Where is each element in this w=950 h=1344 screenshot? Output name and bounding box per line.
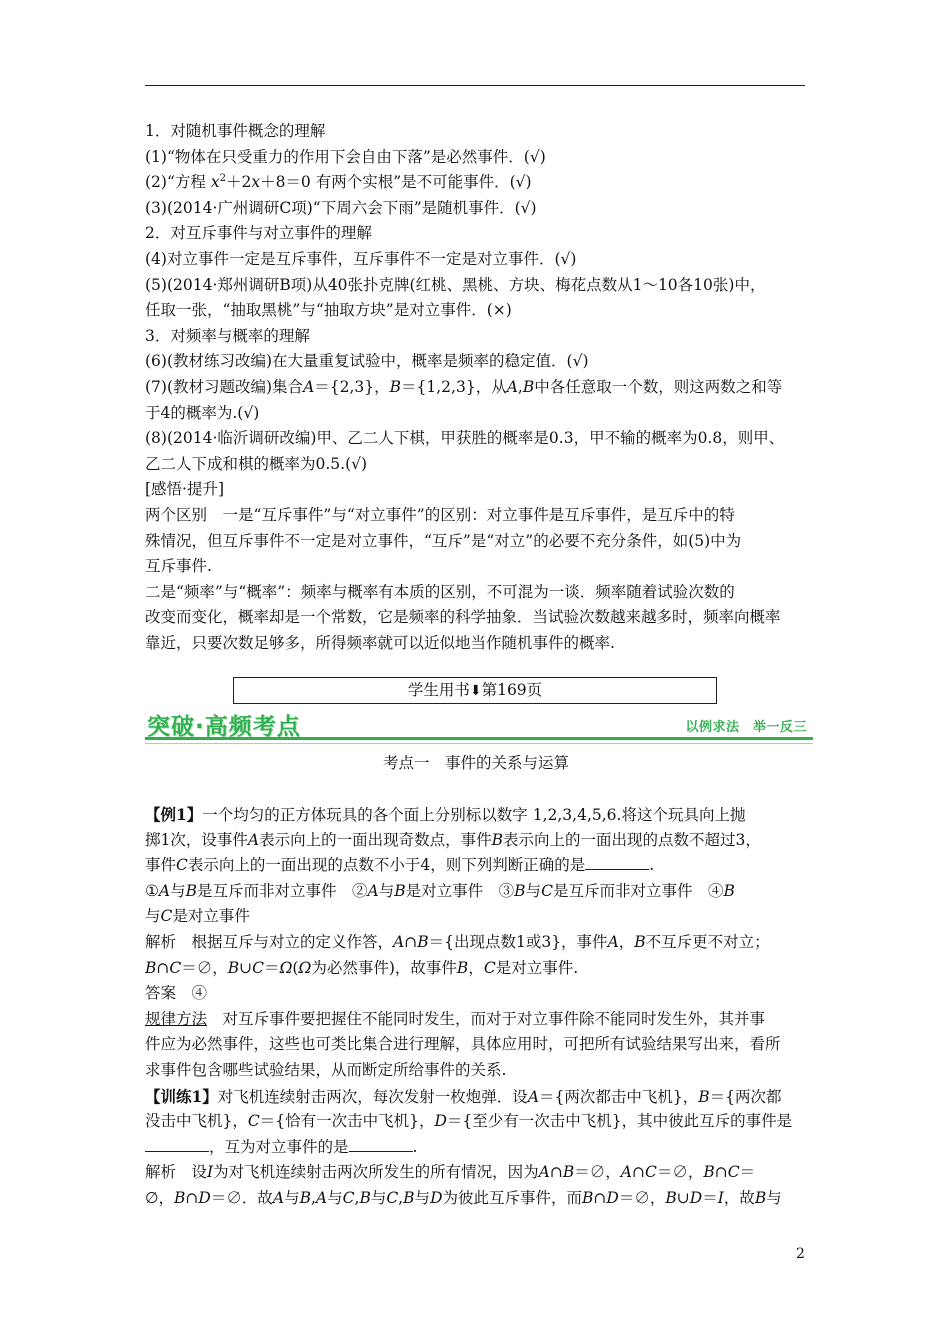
item-3: (3)(2014·广州调研C项)“下周六会下雨”是随机事件．(√) [145, 198, 537, 217]
training-solution-line-2: ∅，B∩D＝∅．故A与B,A与C,B与C,B与D为彼此互斥事件，而B∩D＝∅，B∪D＝I，故B与 [145, 1188, 782, 1207]
example-line-1: 【例1】一个均匀的正方体玩具的各个面上分别标以数字 1,2,3,4,5,6.将这个玩具向上抛 [145, 805, 746, 824]
example-section [145, 802, 807, 1212]
page-reference: 第169页 [481, 681, 543, 699]
answer-blank [349, 1136, 413, 1152]
page-number: 2 [796, 1246, 805, 1262]
item-6: (6)(教材练习改编)在大量重复试验中，概率是频率的稳定值．(√) [145, 352, 589, 371]
heading-1: 1．对随机事件概念的理解 [145, 122, 326, 140]
rule-line-1: 规律方法 对互斥事件要把握住不能同时发生，而对于对立事件除不能同时发生外，其并事 [145, 1009, 766, 1028]
rule-line-3: 求事件包含哪些试验结果，从而断定所给事件的关系. [145, 1060, 507, 1079]
item-7-line-2: 于4的概率为.(√) [145, 403, 260, 422]
item-5-line-1: (5)(2014·郑州调研B项)从40张扑克牌(红桃、黑桃、方块、梅花点数从1～10各10张)中， [145, 275, 766, 294]
item-5-line-2: 任取一张，“抽取黑桃”与“抽取方块”是对立事件．(×) [145, 301, 512, 320]
review-section [145, 119, 807, 656]
insight-para-2-line-2: 改变而变化，概率却是一个常数，它是频率的科学抽象．当试验次数越来越多时，频率向概率 [145, 608, 781, 627]
options-line-1: ①A与B是互斥而非对立事件 ②A与B是对立事件 ③B与C是互斥而非对立事件 ④B [145, 881, 735, 900]
item-7-line-1: (7)(教材习题改编)集合A＝{2,3}，B＝{1,2,3}，从A,B中各任意取一个数，则这两数之和等 [145, 377, 783, 396]
banner-rule-thin [145, 743, 813, 744]
insight-para-1-line-1: 两个区别 一是“互斥事件”与“对立事件”的区别：对立事件是互斥事件，是互斥中的特 [145, 505, 735, 524]
insight-para-1-line-3: 互斥事件. [145, 557, 212, 576]
banner-rule [145, 737, 813, 740]
banner-slogan: 以例求法 举一反三 [685, 720, 807, 735]
training-line-2: 没击中飞机}，C＝{恰有一次击中飞机}，D＝{至少有一次击中飞机}，其中彼此互斥的事件是 [145, 1112, 793, 1131]
solution-line-1: 解析 根据互斥与对立的定义作答，A∩B＝{出现点数1或3}，事件A，B不互斥更不对立； [145, 932, 770, 951]
insight-heading: [感悟·提升] [145, 480, 225, 499]
training-solution-line-1: 解析 设I为对飞机连续射击两次所发生的所有情况，因为A∩B＝∅，A∩C＝∅，B∩C＝ [145, 1163, 756, 1182]
example-line-3: 事件C表示向上的一面出现的点数不小于4，则下列判断正确的是 . [145, 856, 655, 875]
training-line-1: 【训练1】对飞机连续射击两次，每次发射一枚炮弹．设A＝{两次都击中飞机}，B＝{两次都 [145, 1086, 782, 1106]
solution-line-2: B∩C＝∅，B∪C＝Ω(Ω为必然事件)，故事件B，C是对立事件. [145, 958, 579, 977]
header-rule [145, 85, 805, 86]
book-label: 学生用书 [407, 681, 470, 699]
item-8-line-1: (8)(2014·临沂调研改编)甲、乙二人下棋，甲获胜的概率是0.3，甲不输的概率为0.8，则甲、 [145, 429, 785, 448]
options-line-2: 与C是对立事件 [145, 907, 250, 926]
insight-para-2-line-1: 二是“频率”与“概率”：频率与概率有本质的区别，不可混为一谈．频率随着试验次数的 [145, 582, 735, 601]
item-1: (1)“物体在只受重力的作用下会自由下落”是必然事件．(√) [145, 147, 546, 166]
answer-line: 答案 ④ [145, 984, 208, 1003]
item-8-line-2: 乙二人下成和棋的概率为0.5.(√) [145, 454, 368, 473]
student-book-reference [233, 677, 717, 704]
insight-para-1-line-2: 殊情况，但互斥事件不一定是对立事件，“互斥”是“对立”的必要不充分条件，如(5)中为 [145, 531, 742, 550]
insight-para-2-line-3: 靠近，只要次数足够多，所得频率就可以近似地当作随机事件的概率. [145, 633, 615, 652]
section-banner [145, 706, 813, 746]
heading-2: 2．对互斥事件与对立事件的理解 [145, 224, 372, 243]
arrow-down-icon: ⬇ [469, 683, 482, 699]
answer-blank [585, 854, 649, 870]
answer-blank [145, 1136, 209, 1152]
banner-title: 突破·高频考点 [147, 714, 301, 740]
heading-3: 3．对频率与概率的理解 [145, 326, 310, 345]
item-4: (4)对立事件一定是互斥事件，互斥事件不一定是对立事件．(√) [145, 249, 577, 268]
item-2: (2)“方程 $x^2+2x+8=0$ 有两个实根”是不可能事件．(√) [145, 173, 532, 192]
rule-line-2: 件应为必然事件，这些也可类比集合进行理解，具体应用时，可把所有试验结果写出来，看所 [145, 1035, 781, 1054]
topic-title-block [145, 751, 807, 777]
topic-title: 考点一 事件的关系与运算 [382, 754, 569, 772]
training-line-3: ，互为对立事件的是 . [145, 1135, 807, 1161]
example-line-2: 掷1次，设事件A表示向上的一面出现奇数点，事件B表示向上的一面出现的点数不超过3， [145, 830, 761, 849]
